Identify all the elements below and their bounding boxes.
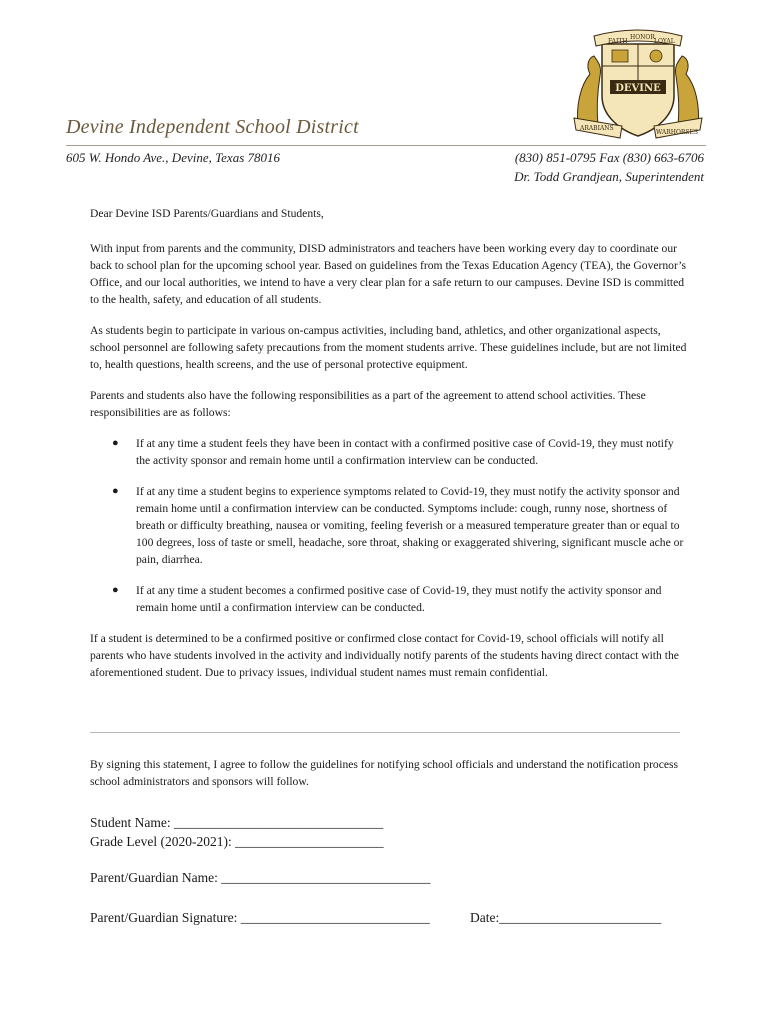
list-item-text: If at any time a student begins to experience symptoms related to Covid-19, they must notify the activity sponsor and remain home until a confirmation interview can be conducted. Symptoms include: cough, runny nose, shortness of breath or difficulty breathing, nausea or vomiting, feeling feverish or a measured temperature greater than or equal to 100 degrees, loss of taste or smell, headache, sore throat, shaking or exaggerated shivering, significant muscle ache or pain, diarrhea. (136, 485, 684, 566)
right-horse-icon (675, 56, 698, 126)
letterhead-divider (66, 145, 706, 146)
district-address: 605 W. Hondo Ave., Devine, Texas 78016 (66, 150, 280, 165)
seal-lower-left: ARABIANS (580, 125, 614, 132)
bullet-icon: ● (112, 437, 119, 449)
seal-banner-center: HONOR (630, 34, 655, 41)
responsibilities-list (90, 435, 688, 616)
parent-name-field[interactable]: Parent/Guardian Name: _______________________________ (90, 870, 431, 885)
grade-level-field[interactable]: Grade Level (2020-2021): ______________________ (90, 834, 384, 849)
paragraph-2: As students begin to participate in various on-campus activities, including band, athletics, and other organizational aspects, school personnel are following safety precautions from the moment students arrive. These guidelines include, but are not limited to, health questions, health screens, and the use of personal protective equipment. (90, 324, 687, 371)
letter-body (90, 205, 688, 695)
paragraph-1: With input from parents and the community, DISD administrators and teachers have been working every day to coordinate our back to school plan for the upcoming school year. Based on guidelines from the Texas Education Agency (TEA), the Governor’s Office, and our local authorities, we intend to have a very clear plan for a safe return to our campuses. Devine ISD is committed to the health, safety, and education of all students. (90, 242, 687, 306)
paragraph-4: If a student is determined to be a confirmed positive or confirmed close contact for Covid-19, school officials will notify all parents who have students involved in the activity and individually notify parents of the students having direct contact with the aforementioned student. Due to privacy issues, individual student names must remain confidential. (90, 632, 679, 679)
agreement-statement: By signing this statement, I agree to follow the guidelines for notifying school officials and understand the notification process school administrators and sponsors will follow. (90, 758, 679, 788)
list-item-text: If at any time a student feels they have been in contact with a confirmed positive case of Covid-19, they must notify the activity sponsor and remain home until a confirmation interview can be conducted. (136, 437, 674, 467)
list-item (90, 435, 688, 469)
parent-signature-field[interactable]: Parent/Guardian Signature: ____________________________ (90, 910, 430, 925)
paragraph-3: Parents and students also have the following responsibilities as a part of the agreement to attend school activities. These responsibilities are as follows: (90, 389, 646, 419)
superintendent-line: Dr. Todd Grandjean, Superintendent (514, 169, 704, 184)
student-name-field[interactable]: Student Name: _______________________________ (90, 815, 384, 830)
left-horse-icon (578, 56, 601, 126)
date-field[interactable]: Date:________________________ (470, 910, 662, 925)
seal-banner-right: LOYAL (654, 38, 675, 45)
seal-lower-right: WARHORSES (656, 129, 698, 136)
bullet-icon: ● (112, 485, 119, 497)
cut-divider (90, 732, 680, 733)
district-phone-fax: (830) 851-0795 Fax (830) 663-6706 (514, 150, 704, 165)
salutation: Dear Devine ISD Parents/Guardians and Students, (90, 207, 324, 220)
bullet-icon: ● (112, 584, 119, 596)
seal-center-text: DEVINE (615, 83, 661, 94)
list-item-text: If at any time a student becomes a confirmed positive case of Covid-19, they must notify the activity sponsor and remain home until a confirmation interview can be conducted. (136, 584, 662, 614)
list-item (90, 582, 688, 616)
seal-banner-left: FAITH (608, 38, 628, 45)
district-seal (572, 26, 704, 144)
list-item (90, 483, 688, 568)
district-name: Devine Independent School District (66, 116, 359, 138)
